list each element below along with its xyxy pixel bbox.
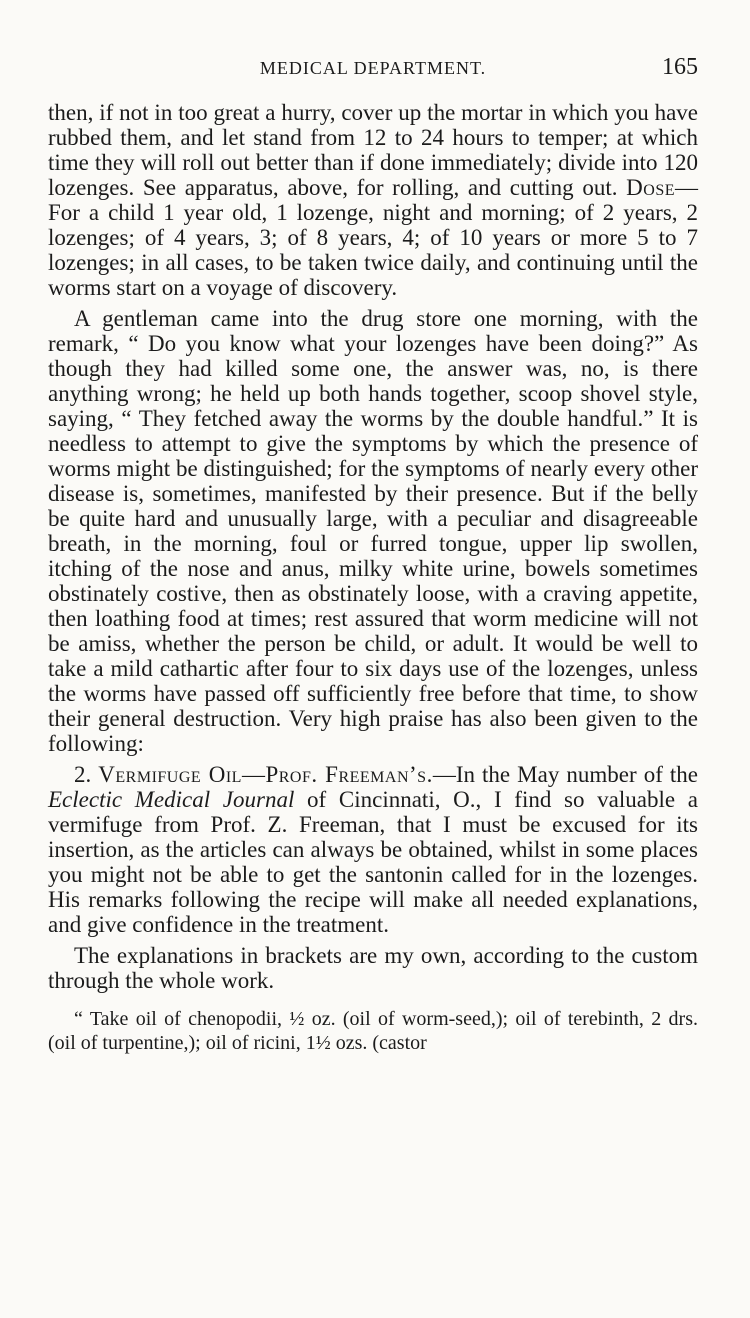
paragraph-lozenge-preparation [48,100,698,300]
paragraph-gentleman-anecdote: A gentleman came into the drug store one morning, with the remark, “ Do you know what your lozenges have been doing?” As though they had killed some one, the answer was, no, is there anything wrong; he held up both hands together, scoop shovel style, saying, “ They fetched away the worms by the double handful.” It is needless to attempt to give the symptoms by which the presence of worms might be distinguished; for the symptoms of nearly every other disease is, sometimes, manifested by their presence. But if the belly be quite hard and unusually large, with a peculiar and disagreeable breath, in the morning, foul or furred tongue, upper lip swollen, itching of the nose and anus, milky white urine, bowels sometimes obstinately costive, then as obstinately loose, with a craving appetite, then loathing food at times; rest assured that worm medicine will not be amiss, whether the person be child, or adult. It would be well to take a mild cathartic after four to six days use of the lozenges, unless the worms have passed off sufficiently free before that time, to show their general destruction. Very high praise has also been given to the following: [48,306,698,756]
paragraph-text: —In the May number of the [432,762,698,787]
paragraph-text: then, if not in too great a hurry, cover up the mortar in which you have rubbed them, and let stand from 12 to 24 hours to temper; at which time they will roll out better than if done immediately; divide into 120 lozenges. See apparatus, above, for rolling, and cutting out. [48,100,698,200]
recipe-number: 2. [74,762,92,787]
running-head: MEDICAL DEPARTMENT. [259,58,487,78]
paragraph-vermifuge-oil [48,762,698,937]
dose-label: Dose [626,175,676,200]
recipe-quote: “ Take oil of chenopodii, ½ oz. (oil of worm-seed,); oil of terebinth, 2 drs. (oil of turpentine,); oil of ricini, 1½ ozs. (castor [48,1008,698,1054]
journal-title: Eclectic Medical Journal [48,787,295,812]
paragraph-explanations: The explanations in brackets are my own, according to the custom through the whole work. [48,943,698,993]
paragraph-text: of Cincinnati, O., I find so valuable a vermifuge from Prof. Z. Freeman, that I must be excused for its insertion, as the articles can always be obtained, whilst in some places you might not be able to get the santonin called for in the lozenges. His remarks following the recipe will make all needed explanations, and give confidence in the treatment. [48,787,698,937]
page-number: 165 [662,54,698,80]
dose-text: —For a child 1 year old, 1 lozenge, night and morning; of 2 years, 2 lozenges; of 4 years, 3; of 8 years, 4; of 10 years or more 5 to 7 lozenges; in all cases, to be taken twice daily, and continuing until the worms start on a voyage of discovery. [48,175,699,300]
page-header [48,54,698,88]
recipe-heading: Vermifuge Oil—Prof. Freeman’s. [98,762,433,787]
body-text [48,100,698,1055]
